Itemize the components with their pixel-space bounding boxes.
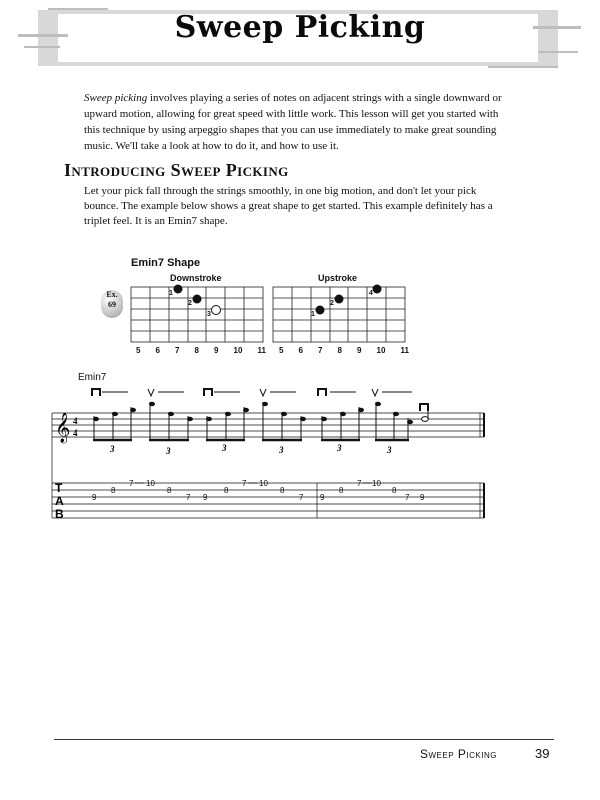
note-dot xyxy=(316,306,325,315)
tab-letters xyxy=(55,481,64,521)
svg-text:T: T xyxy=(55,481,63,495)
svg-text:3: 3 xyxy=(387,445,392,455)
fret-number: 6 xyxy=(298,346,303,355)
fret-number: 7 xyxy=(318,346,323,355)
footer-section: Sweep Picking xyxy=(420,747,497,761)
svg-text:8: 8 xyxy=(167,486,172,495)
svg-text:3: 3 xyxy=(166,446,171,456)
fret-number: 5 xyxy=(136,346,141,355)
fret-number: 7 xyxy=(175,346,180,355)
fret-number: 8 xyxy=(194,346,199,355)
note-dot xyxy=(193,295,202,304)
page-number: 39 xyxy=(535,746,550,761)
fret-number: 10 xyxy=(376,346,386,355)
finger-number: 2 xyxy=(330,300,334,307)
diagram-title: Emin7 Shape xyxy=(131,257,201,269)
upstroke-fretboard xyxy=(273,287,405,342)
svg-text:9: 9 xyxy=(203,493,208,502)
example-badge-line1: Ex. xyxy=(106,290,118,299)
svg-text:7: 7 xyxy=(299,493,304,502)
downstroke-notes xyxy=(174,285,221,315)
svg-text:3: 3 xyxy=(110,444,115,454)
svg-text:9: 9 xyxy=(420,493,425,502)
footer-rule xyxy=(54,739,554,740)
downstroke-fretboard xyxy=(131,287,263,342)
note-dot xyxy=(335,295,344,304)
fret-number: 5 xyxy=(279,346,284,355)
tab-staff xyxy=(52,437,484,518)
fret-number: 11 xyxy=(400,346,409,355)
page-title: Sweep Picking xyxy=(174,10,426,45)
svg-text:10: 10 xyxy=(259,479,268,488)
upstroke-notes xyxy=(316,285,382,315)
upstroke-label: Upstroke xyxy=(318,273,358,283)
svg-text:9: 9 xyxy=(320,493,325,502)
music-staff xyxy=(52,413,484,437)
svg-text:7: 7 xyxy=(357,479,362,488)
finger-number: 3 xyxy=(207,311,211,318)
svg-text:9: 9 xyxy=(92,493,97,502)
finger-number: 4 xyxy=(369,290,373,297)
svg-text:10: 10 xyxy=(372,479,381,488)
section-paragraph: Let your pick fall through the strings smoothly, in one big motion, and don't let your pick bounce. The example below shows a great shape to get started. This example definitely has a triplet feel. It is an Emin7 shape. xyxy=(84,185,493,227)
chord-name: Emin7 xyxy=(78,372,107,383)
fret-numbers-downstroke xyxy=(136,346,266,355)
finger-number: 2 xyxy=(188,300,192,307)
open-note-dot xyxy=(212,306,221,315)
downstroke-label: Downstroke xyxy=(170,273,222,283)
svg-text:8: 8 xyxy=(339,486,344,495)
fret-number: 11 xyxy=(257,346,266,355)
note-dot xyxy=(373,285,382,294)
svg-text:8: 8 xyxy=(111,486,116,495)
fret-numbers-upstroke xyxy=(279,346,409,355)
example-badge-icon xyxy=(101,290,123,318)
fret-number: 10 xyxy=(233,346,243,355)
svg-text:7: 7 xyxy=(129,479,134,488)
fret-number: 9 xyxy=(214,346,219,355)
example-badge-line2: 69 xyxy=(108,300,116,309)
svg-text:10: 10 xyxy=(146,479,155,488)
finger-number: 1 xyxy=(169,290,173,297)
finger-number: 1 xyxy=(311,311,315,318)
svg-text:3: 3 xyxy=(222,443,227,453)
triplet-marks xyxy=(109,443,392,456)
svg-text:B: B xyxy=(55,507,64,521)
fret-number: 8 xyxy=(337,346,342,355)
svg-text:7: 7 xyxy=(405,493,410,502)
svg-text:8: 8 xyxy=(280,486,285,495)
note-groups xyxy=(93,402,483,519)
fret-number: 6 xyxy=(155,346,160,355)
svg-text:3: 3 xyxy=(337,443,342,453)
time-signature: 4 xyxy=(73,416,78,426)
svg-text:8: 8 xyxy=(224,486,229,495)
pick-direction-marks xyxy=(92,389,428,411)
treble-clef-icon: 𝄞 xyxy=(55,413,71,443)
svg-text:7: 7 xyxy=(186,493,191,502)
fret-number: 9 xyxy=(357,346,362,355)
svg-text:7: 7 xyxy=(242,479,247,488)
note-dot xyxy=(174,285,183,294)
svg-text:8: 8 xyxy=(392,486,397,495)
intro-paragraph xyxy=(84,90,504,154)
intro-emphasis: Sweep picking xyxy=(84,92,148,104)
section-heading: Introducing Sweep Picking xyxy=(64,160,289,180)
tab-numbers xyxy=(92,479,425,502)
time-signature: 4 xyxy=(73,428,78,438)
intro-text: involves playing a series of notes on adjacent strings with a single downward or upward motion, allowing for great speed with little work. This lesson will get you started with this technique by using arpeggio shapes that you can use immediately to make great sounding music. We'll take a look at how to do it, and how to use it. xyxy=(84,92,502,152)
svg-text:3: 3 xyxy=(279,445,284,455)
svg-text:A: A xyxy=(55,494,64,508)
